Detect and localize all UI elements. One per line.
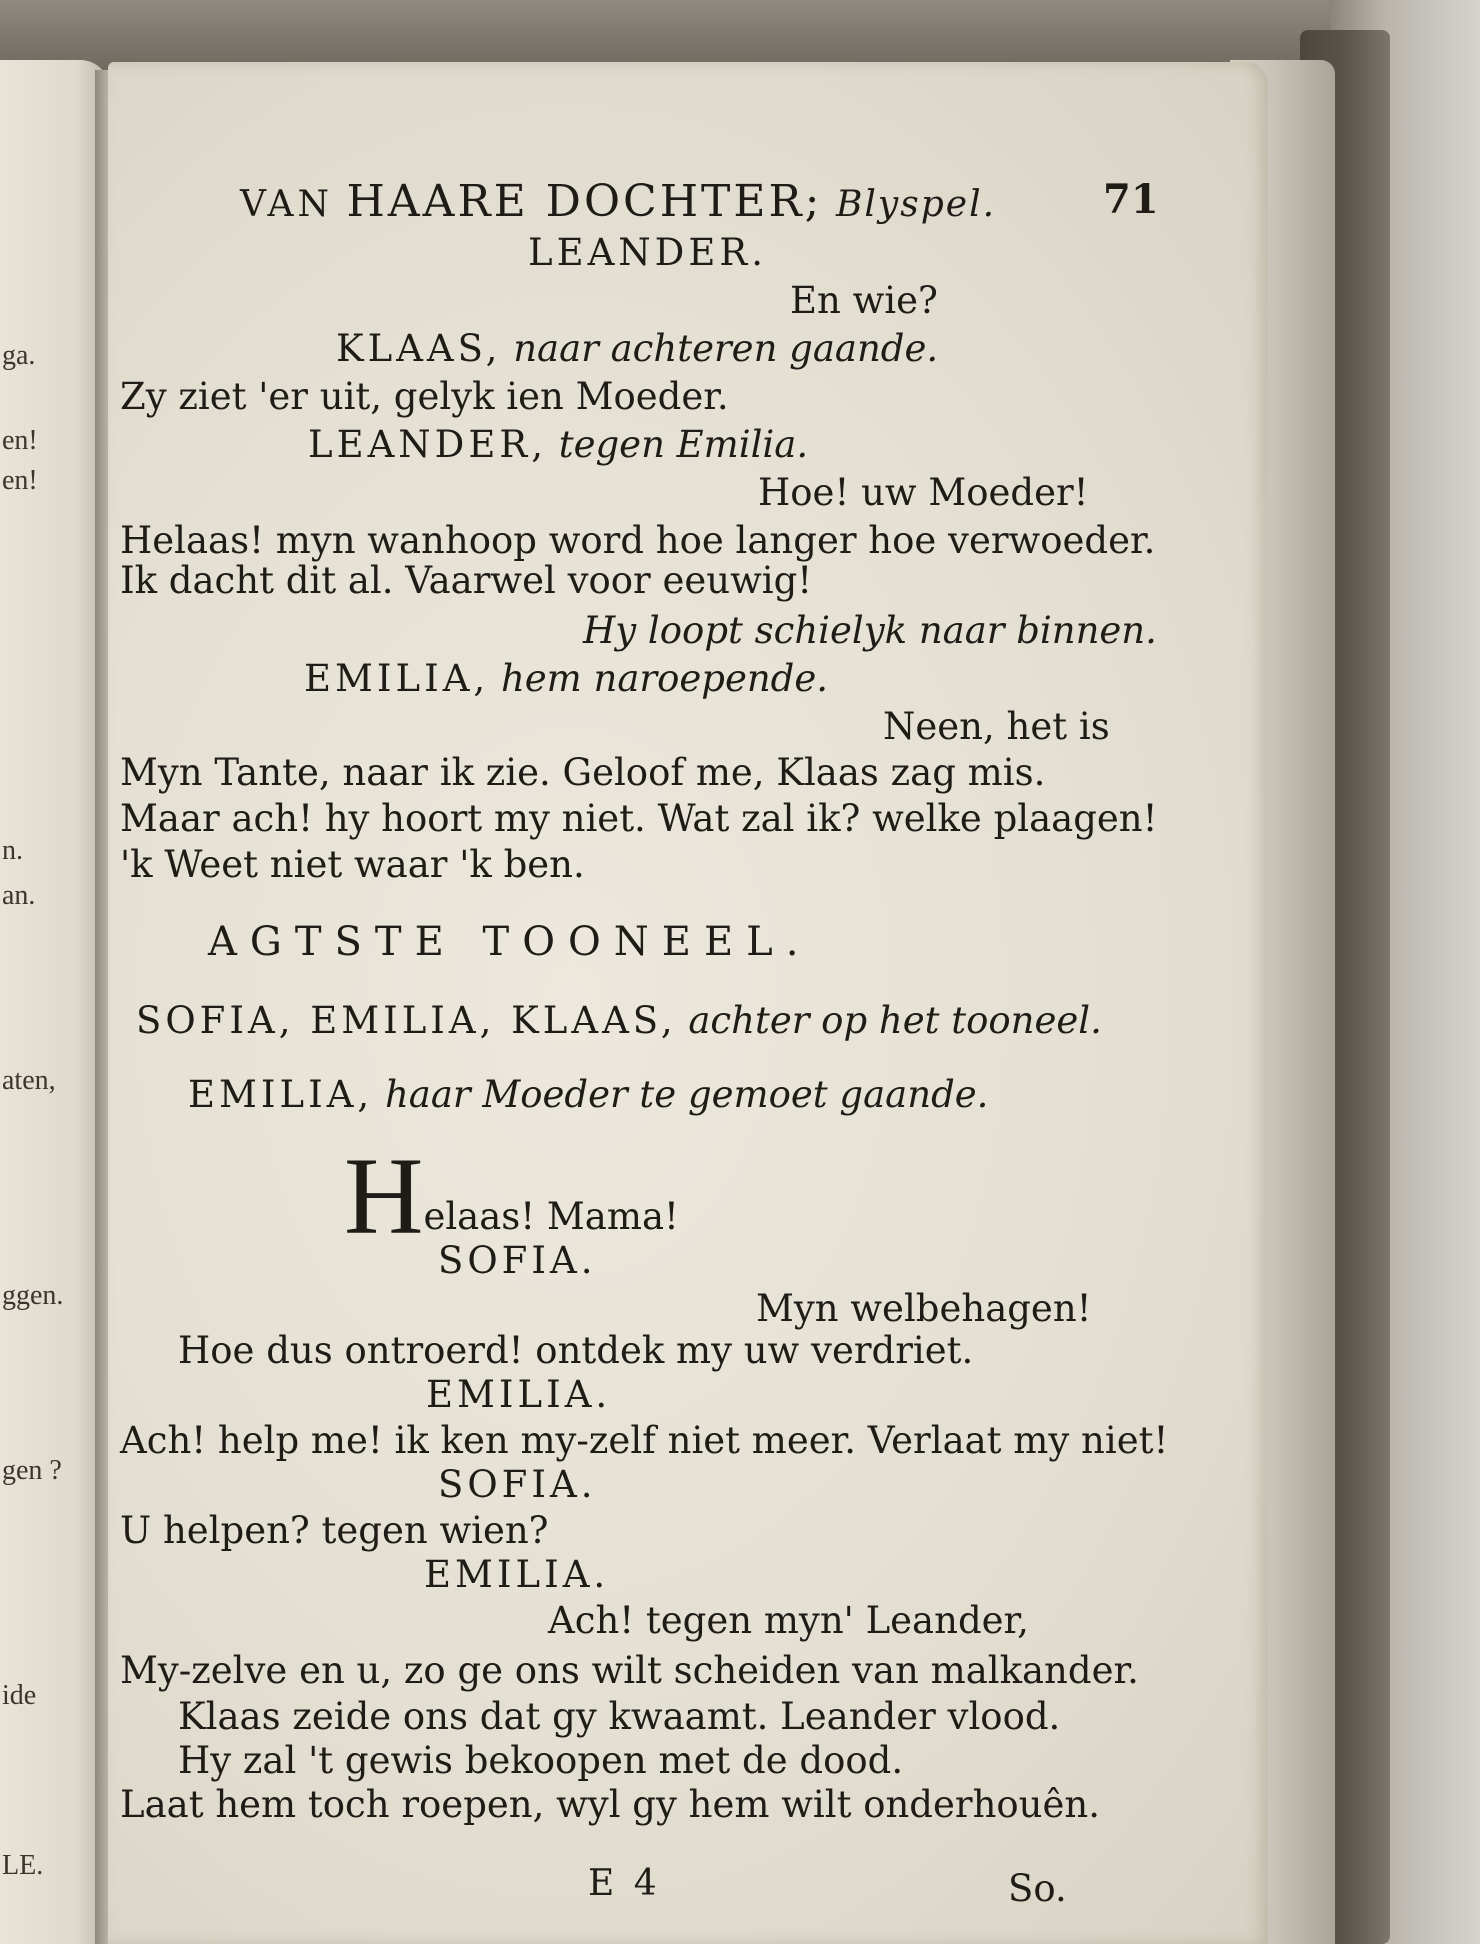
speaker-label: LEANDER,: [308, 423, 547, 466]
speaker-label: KLAAS,: [336, 327, 502, 370]
speaker-label: EMILIA,: [188, 1073, 374, 1116]
opening-line: [344, 1135, 679, 1257]
speaker-label: EMILIA.: [424, 1553, 610, 1596]
running-head-prefix: VAN: [240, 184, 334, 225]
left-page-fragment: ide: [2, 1680, 37, 1711]
left-page-fragment: gen ?: [2, 1455, 62, 1486]
speaker-label: LEANDER.: [528, 231, 767, 274]
drop-cap: H: [344, 1135, 424, 1257]
verse-line: Ach! help me! ik ken my-zelf niet meer. Verlaat my niet!: [120, 1419, 1169, 1462]
verse-line: Ach! tegen myn' Leander,: [548, 1599, 1029, 1642]
verse-line: elaas! Mama!: [423, 1195, 679, 1238]
stage-direction: tegen Emilia.: [558, 423, 809, 466]
scene-characters: [136, 999, 1102, 1042]
running-head-title: HAARE DOCHTER;: [346, 176, 823, 227]
left-page-fragment: en!: [2, 425, 38, 456]
speaker-label: SOFIA.: [438, 1463, 597, 1506]
stage-direction: achter op het tooneel.: [688, 999, 1102, 1042]
verse-line: Maar ach! hy hoort my niet. Wat zal ik? welke plaagen!: [120, 797, 1158, 840]
book-page: [108, 62, 1268, 1944]
left-page-fragment: en!: [2, 465, 38, 496]
speaker-label: SOFIA.: [438, 1239, 597, 1282]
speaker-with-direction: [308, 423, 809, 466]
verse-line: Myn welbehagen!: [756, 1287, 1092, 1330]
character-list: SOFIA, EMILIA, KLAAS,: [136, 999, 677, 1042]
verse-line: Helaas! myn wanhoop word hoe langer hoe verwoeder.: [120, 519, 1156, 562]
speaker-with-direction: [304, 657, 829, 700]
speaker-with-direction: [336, 327, 939, 370]
page-number: 71: [1103, 176, 1159, 223]
verse-line: Myn Tante, naar ik zie. Geloof me, Klaas zag mis.: [120, 751, 1046, 794]
left-page-fragment: n.: [2, 835, 23, 866]
speaker-label: EMILIA.: [426, 1373, 612, 1416]
verse-line: Zy ziet 'er uit, gelyk ien Moeder.: [120, 375, 729, 418]
verse-line: Laat hem toch roepen, wyl gy hem wilt onderhouên.: [120, 1783, 1100, 1826]
left-page-fragment: ga.: [2, 340, 36, 371]
scene-title: AGTSTE TOONEEL.: [208, 919, 812, 965]
stage-direction: naar achteren gaande.: [513, 327, 939, 370]
stage-direction: hem naroepende.: [500, 657, 829, 700]
running-head: [240, 176, 997, 227]
running-head-genre: Blyspel.: [835, 184, 997, 225]
verse-line: Hoe dus ontroerd! ontdek my uw verdriet.: [178, 1329, 974, 1372]
verse-line: Ik dacht dit al. Vaarwel voor eeuwig!: [120, 559, 813, 602]
left-page-fragment: an.: [2, 880, 36, 911]
verse-line: Neen, het is: [883, 705, 1110, 748]
left-page: [0, 60, 110, 1944]
left-page-fragment: LE.: [2, 1850, 44, 1881]
speaker-with-direction: [188, 1073, 989, 1116]
verse-line: 'k Weet niet waar 'k ben.: [120, 843, 585, 886]
verse-line: Klaas zeide ons dat gy kwaamt. Leander vlood.: [178, 1695, 1061, 1738]
verse-line: En wie?: [790, 279, 938, 322]
speaker-label: EMILIA,: [304, 657, 490, 700]
stage-direction: Hy loopt schielyk naar binnen.: [583, 609, 1157, 652]
verse-line: Hoe! uw Moeder!: [758, 471, 1089, 514]
catchword: So.: [1008, 1867, 1067, 1910]
left-page-fragment: aten,: [2, 1065, 56, 1096]
verse-line: My-zelve en u, zo ge ons wilt scheiden van malkander.: [120, 1649, 1139, 1692]
verse-line: U helpen? tegen wien?: [120, 1509, 549, 1552]
left-page-fragment: ggen.: [2, 1280, 64, 1311]
signature-mark: E 4: [588, 1863, 661, 1904]
verse-line: Hy zal 't gewis bekoopen met de dood.: [178, 1739, 904, 1782]
stage-direction: haar Moeder te gemoet gaande.: [384, 1073, 989, 1116]
